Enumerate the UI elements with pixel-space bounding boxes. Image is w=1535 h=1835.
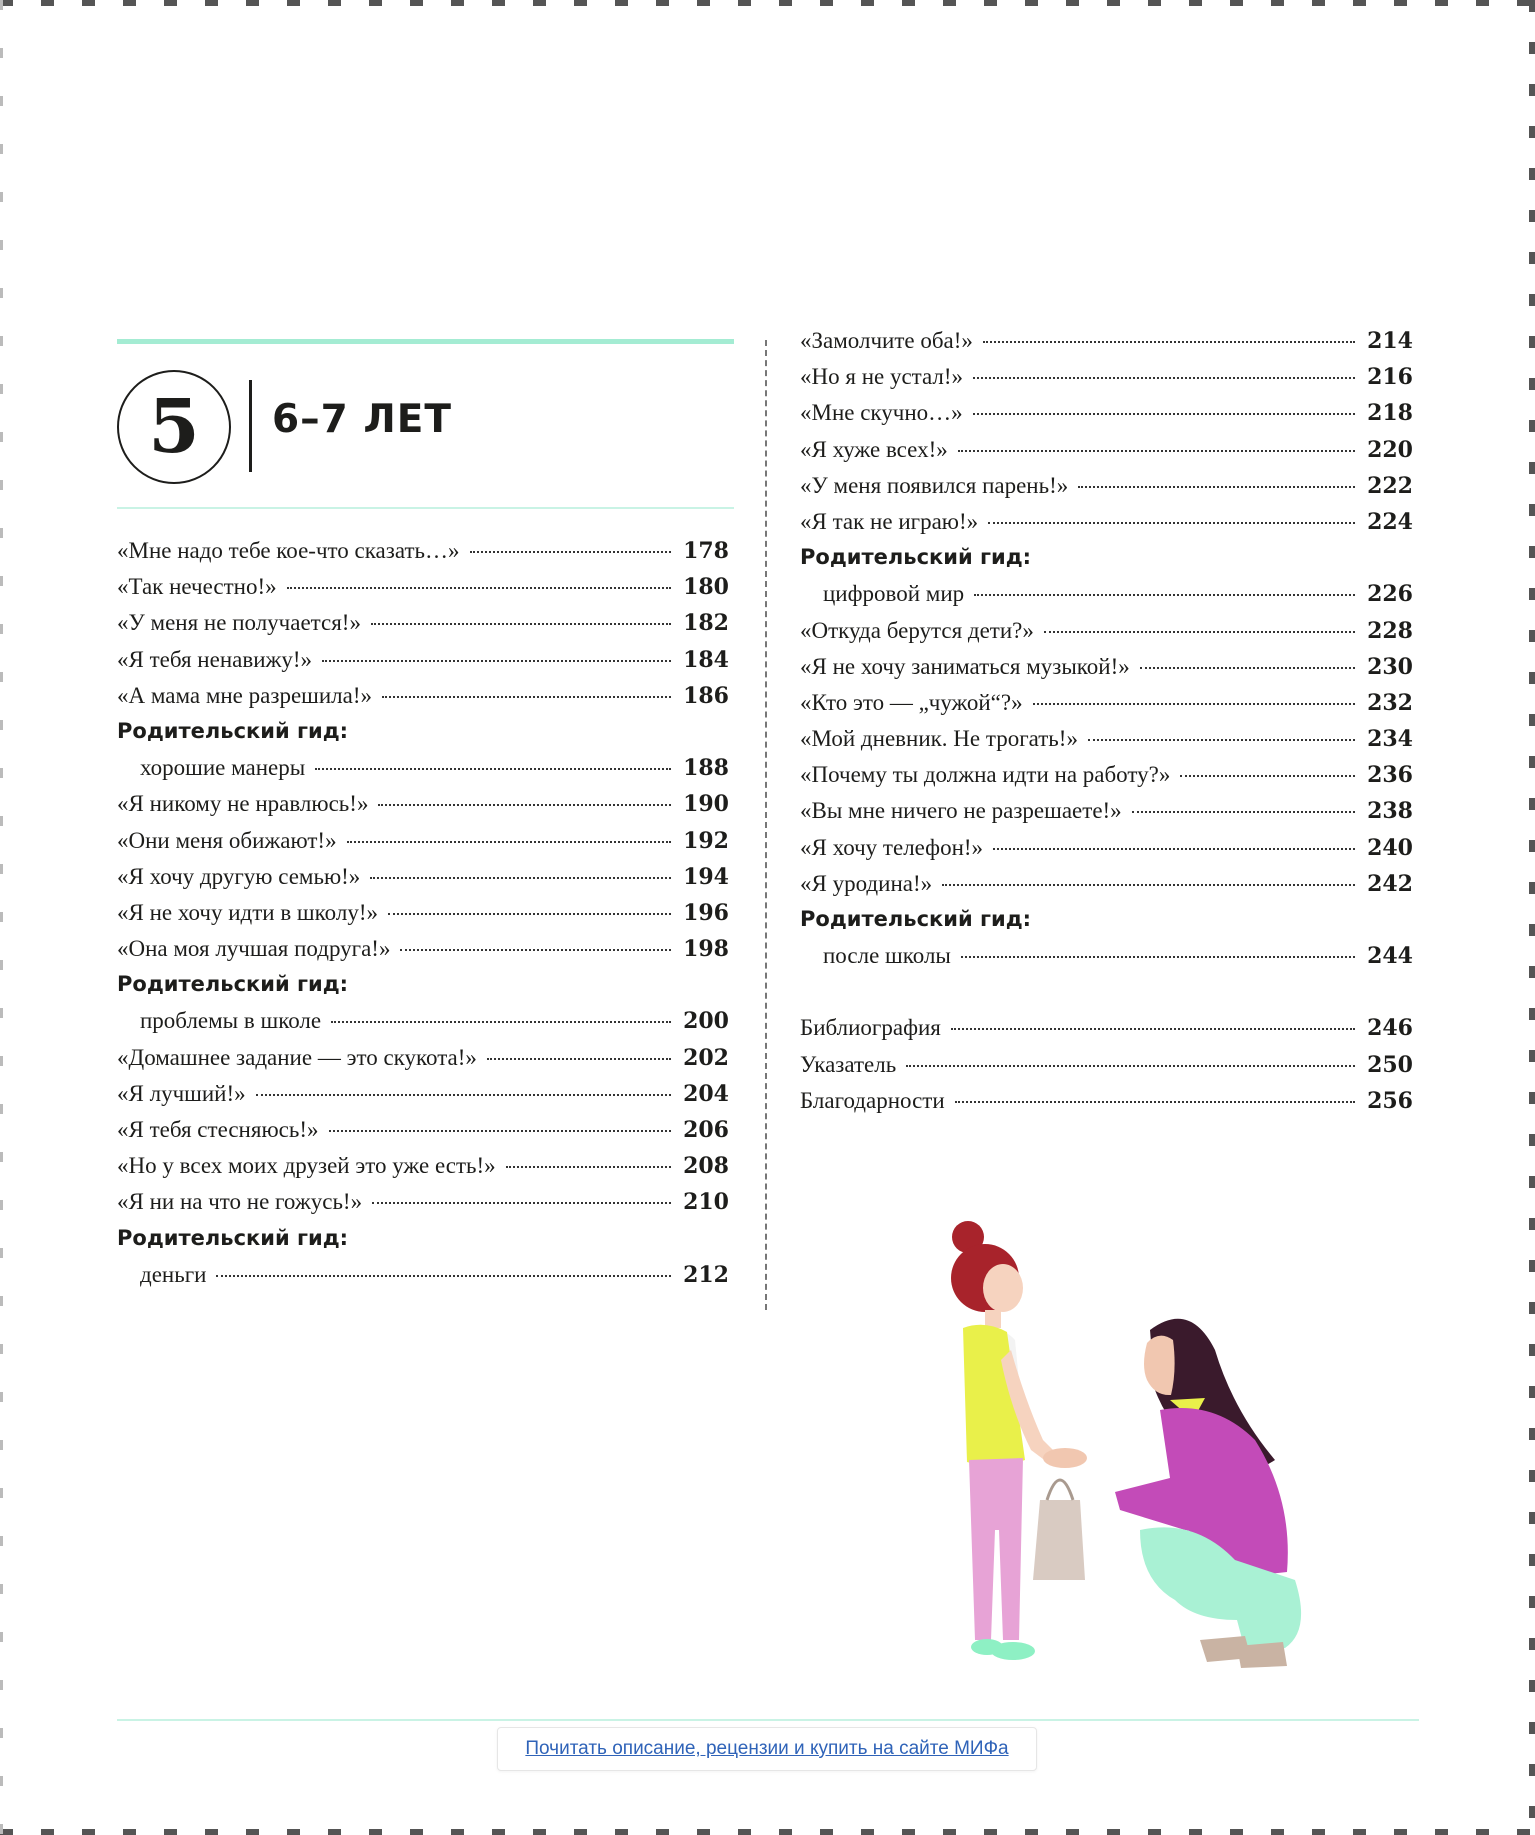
toc-leader-dots — [487, 1058, 671, 1060]
toc-leader-dots — [315, 768, 671, 770]
toc-entry-title: «А мама мне разрешила!» — [117, 682, 373, 708]
toc-leader-dots — [988, 522, 1355, 524]
toc-section-heading: Родительский гид: — [117, 972, 349, 997]
toc-leader-dots — [378, 804, 671, 806]
toc-leader-dots — [371, 623, 671, 625]
toc-left-column — [117, 538, 729, 1298]
toc-page-number: 182 — [683, 610, 729, 637]
page-border-right — [1529, 0, 1535, 1835]
toc-section-heading: Родительский гид: — [117, 1225, 349, 1250]
toc-page-number: 188 — [683, 755, 729, 782]
toc-entry[interactable] — [117, 755, 729, 791]
toc-leader-dots — [1132, 811, 1355, 813]
toc-leader-dots — [322, 660, 671, 662]
toc-leader-dots — [287, 587, 671, 589]
toc-page-number: 190 — [683, 791, 729, 818]
toc-leader-dots — [958, 450, 1355, 452]
toc-page-number: 178 — [683, 538, 729, 564]
toc-leader-dots — [400, 949, 671, 951]
toc-entry[interactable] — [117, 1189, 729, 1225]
toc-spacer — [800, 979, 1413, 1015]
toc-section-heading: Родительский гид: — [117, 718, 349, 743]
toc-entry-title: «Так нечестно!» — [117, 574, 277, 600]
toc-page-number: 194 — [683, 863, 729, 890]
toc-page-number: 256 — [1367, 1087, 1413, 1114]
toc-entry[interactable] — [800, 473, 1413, 509]
toc-leader-dots — [256, 1094, 671, 1096]
toc-page-number: 206 — [683, 1117, 729, 1143]
toc-entry[interactable] — [117, 683, 729, 719]
toc-entry-title: «Но у всех моих друзей это уже есть!» — [117, 1153, 496, 1179]
toc-leader-dots — [382, 696, 671, 698]
toc-leader-dots — [1033, 703, 1355, 705]
toc-page-number: 212 — [683, 1261, 729, 1288]
toc-entry[interactable] — [800, 618, 1413, 654]
toc-page-number: 240 — [1367, 834, 1413, 861]
toc-right-column — [800, 328, 1413, 1124]
toc-leader-dots — [974, 594, 1355, 596]
toc-entry-title: «Она моя лучшая подруга!» — [117, 936, 391, 962]
toc-entry[interactable] — [800, 509, 1413, 545]
toc-entry-title: «Я хочу телефон!» — [800, 834, 984, 860]
toc-page-number: 232 — [1367, 689, 1413, 716]
girl-figure — [951, 1221, 1055, 1660]
toc-leader-dots — [388, 913, 671, 915]
toc-entry[interactable] — [800, 798, 1413, 834]
toc-entry[interactable] — [800, 835, 1413, 871]
toc-entry[interactable] — [800, 581, 1413, 617]
toc-entry-title: после школы — [823, 943, 951, 969]
toc-entry-title: «Откуда берутся дети?» — [800, 617, 1034, 643]
toc-leader-dots — [1140, 667, 1355, 669]
toc-entry[interactable] — [117, 1117, 729, 1153]
toc-entry-title: «Вы мне ничего не разрешаете!» — [800, 798, 1122, 824]
toc-entry[interactable] — [800, 1015, 1413, 1051]
toc-entry-title: «Я уродина!» — [800, 870, 933, 896]
toc-entry-title: «Мне надо тебе кое-что сказать…» — [117, 538, 460, 563]
store-link-box — [497, 1727, 1037, 1771]
toc-entry[interactable] — [117, 574, 729, 610]
toc-leader-dots — [906, 1065, 1355, 1067]
toc-entry-title: Указатель — [800, 1051, 897, 1077]
toc-page-number: 196 — [683, 899, 729, 926]
toc-page-number: 198 — [683, 936, 729, 963]
page-border-bottom — [0, 1829, 1535, 1835]
toc-entry[interactable] — [117, 610, 729, 646]
store-link[interactable]: Почитать описание, рецензии и купить на сайте МИФа — [525, 1738, 1009, 1759]
toc-leader-dots — [1044, 631, 1355, 633]
toc-entry[interactable] — [800, 871, 1413, 907]
toc-page-number: 180 — [683, 574, 729, 601]
toc-page-number: 244 — [1367, 943, 1413, 970]
toc-page-number: 234 — [1367, 726, 1413, 753]
toc-leader-dots — [331, 1021, 671, 1023]
toc-leader-dots — [370, 877, 671, 879]
toc-page-number: 218 — [1367, 400, 1413, 427]
toc-entry[interactable] — [117, 1045, 729, 1081]
toc-leader-dots — [942, 884, 1355, 886]
chapter-underline — [117, 507, 734, 509]
toc-entry-title: «У меня появился парень!» — [800, 472, 1069, 498]
toc-entry[interactable] — [117, 791, 729, 827]
toc-entry-title: «Я не хочу идти в школу!» — [117, 899, 378, 925]
toc-page-number: 250 — [1367, 1051, 1413, 1078]
toc-section-heading: Родительский гид: — [800, 907, 1032, 931]
toc-page-number: 210 — [683, 1189, 729, 1216]
toc-entry-title: «Я тебя стесняюсь!» — [117, 1117, 319, 1142]
toc-leader-dots — [955, 1101, 1355, 1103]
toc-entry-title: «Я лучший!» — [117, 1080, 246, 1106]
toc-leader-dots — [973, 413, 1355, 415]
toc-entry[interactable] — [800, 690, 1413, 726]
toc-entry-title: «У меня не получается!» — [117, 610, 361, 636]
toc-entry[interactable] — [800, 400, 1413, 436]
toc-page-number: 238 — [1367, 798, 1413, 825]
toc-page-number: 246 — [1367, 1015, 1413, 1042]
chapter-separator — [249, 380, 252, 472]
toc-entry-title: хорошие манеры — [140, 755, 306, 781]
toc-page-number: 186 — [683, 682, 729, 709]
toc-leader-dots — [506, 1166, 671, 1168]
toc-entry[interactable] — [800, 364, 1413, 400]
toc-page-number: 214 — [1367, 328, 1413, 354]
toc-entry-title: «Я не хочу заниматься музыкой!» — [800, 653, 1130, 679]
toc-entry[interactable] — [800, 726, 1413, 762]
toc-page-number: 236 — [1367, 762, 1413, 789]
toc-entry[interactable] — [800, 762, 1413, 798]
toc-entry-title: «Кто это — „чужой“?» — [800, 689, 1023, 715]
chapter-accent-bar — [117, 339, 734, 344]
toc-page-number: 226 — [1367, 581, 1413, 608]
toc-entry[interactable] — [800, 437, 1413, 473]
toc-leader-dots — [1078, 486, 1355, 488]
footer-divider — [117, 1719, 1419, 1721]
toc-page-number: 228 — [1367, 617, 1413, 644]
toc-page-number: 242 — [1367, 870, 1413, 897]
toc-entry-title: «Я хуже всех!» — [800, 436, 948, 462]
toc-section-heading: Родительский гид: — [800, 545, 1032, 570]
toc-page-number: 216 — [1367, 364, 1413, 391]
toc-page-number: 220 — [1367, 436, 1413, 463]
toc-entry[interactable] — [117, 1081, 729, 1117]
toc-entry-title: «Мне скучно…» — [800, 400, 963, 426]
toc-page-number: 230 — [1367, 653, 1413, 680]
toc-entry[interactable] — [117, 900, 729, 936]
toc-leader-dots — [951, 1028, 1355, 1030]
mother-figure — [1033, 1319, 1301, 1668]
page-border-left — [0, 0, 3, 1835]
toc-page-number: 224 — [1367, 508, 1413, 535]
column-divider — [765, 340, 767, 1310]
mother-and-daughter-illustration — [915, 1200, 1425, 1720]
toc-entry-title: «Я ни на что не гожусь!» — [117, 1189, 363, 1215]
chapter-number: 5 — [117, 370, 231, 484]
toc-leader-dots — [1180, 775, 1355, 777]
toc-page-number: 184 — [683, 646, 729, 673]
chapter-title: 6–7 ЛЕТ — [272, 397, 452, 442]
toc-entry-title: «Они меня обижают!» — [117, 827, 337, 853]
page-border-top — [0, 0, 1535, 6]
toc-entry[interactable] — [800, 328, 1413, 364]
toc-entry-title: «Я тебя ненавижу!» — [117, 646, 313, 672]
toc-entry[interactable] — [117, 864, 729, 900]
toc-page-number: 192 — [683, 827, 729, 854]
toc-entry-title: цифровой мир — [823, 581, 965, 607]
toc-page-number: 222 — [1367, 472, 1413, 499]
toc-page-number: 208 — [683, 1153, 729, 1180]
toc-entry-title: «Почему ты должна идти на работу?» — [800, 762, 1171, 788]
toc-entry-title: проблемы в школе — [140, 1008, 322, 1034]
toc-entry-title: «Мой дневник. Не трогать!» — [800, 726, 1078, 752]
toc-entry[interactable] — [117, 828, 729, 864]
toc-entry[interactable] — [117, 1262, 729, 1298]
toc-entry-title: Библиография — [800, 1015, 941, 1041]
toc-page-number: 202 — [683, 1044, 729, 1071]
toc-leader-dots — [983, 341, 1355, 343]
toc-entry-title: «Но я не устал!» — [800, 364, 964, 390]
toc-entry[interactable] — [117, 1153, 729, 1189]
toc-page-number: 200 — [683, 1008, 729, 1035]
toc-leader-dots — [470, 551, 671, 553]
toc-entry-title: «Я хочу другую семью!» — [117, 863, 361, 889]
toc-entry[interactable] — [117, 538, 729, 574]
toc-entry-title: «Я никому не нравлюсь!» — [117, 791, 369, 817]
toc-leader-dots — [973, 377, 1355, 379]
toc-page-number: 204 — [683, 1080, 729, 1107]
toc-entry[interactable] — [800, 943, 1413, 979]
toc-entry[interactable] — [117, 647, 729, 683]
toc-entry-title: Благодарности — [800, 1087, 945, 1113]
toc-leader-dots — [347, 841, 671, 843]
toc-entry[interactable] — [800, 1088, 1413, 1124]
toc-entry[interactable] — [117, 1008, 729, 1044]
toc-leader-dots — [329, 1130, 672, 1132]
toc-entry[interactable] — [117, 936, 729, 972]
toc-entry[interactable] — [800, 1052, 1413, 1088]
toc-leader-dots — [993, 848, 1355, 850]
toc-leader-dots — [1088, 739, 1355, 741]
toc-leader-dots — [372, 1202, 671, 1204]
toc-entry-title: деньги — [140, 1261, 207, 1287]
toc-leader-dots — [961, 956, 1355, 958]
toc-entry-title: «Замолчите оба!» — [800, 328, 973, 353]
toc-entry-title: «Я так не играю!» — [800, 508, 979, 534]
toc-leader-dots — [216, 1275, 671, 1277]
toc-entry[interactable] — [800, 654, 1413, 690]
toc-entry-title: «Домашнее задание — это скукота!» — [117, 1044, 477, 1070]
